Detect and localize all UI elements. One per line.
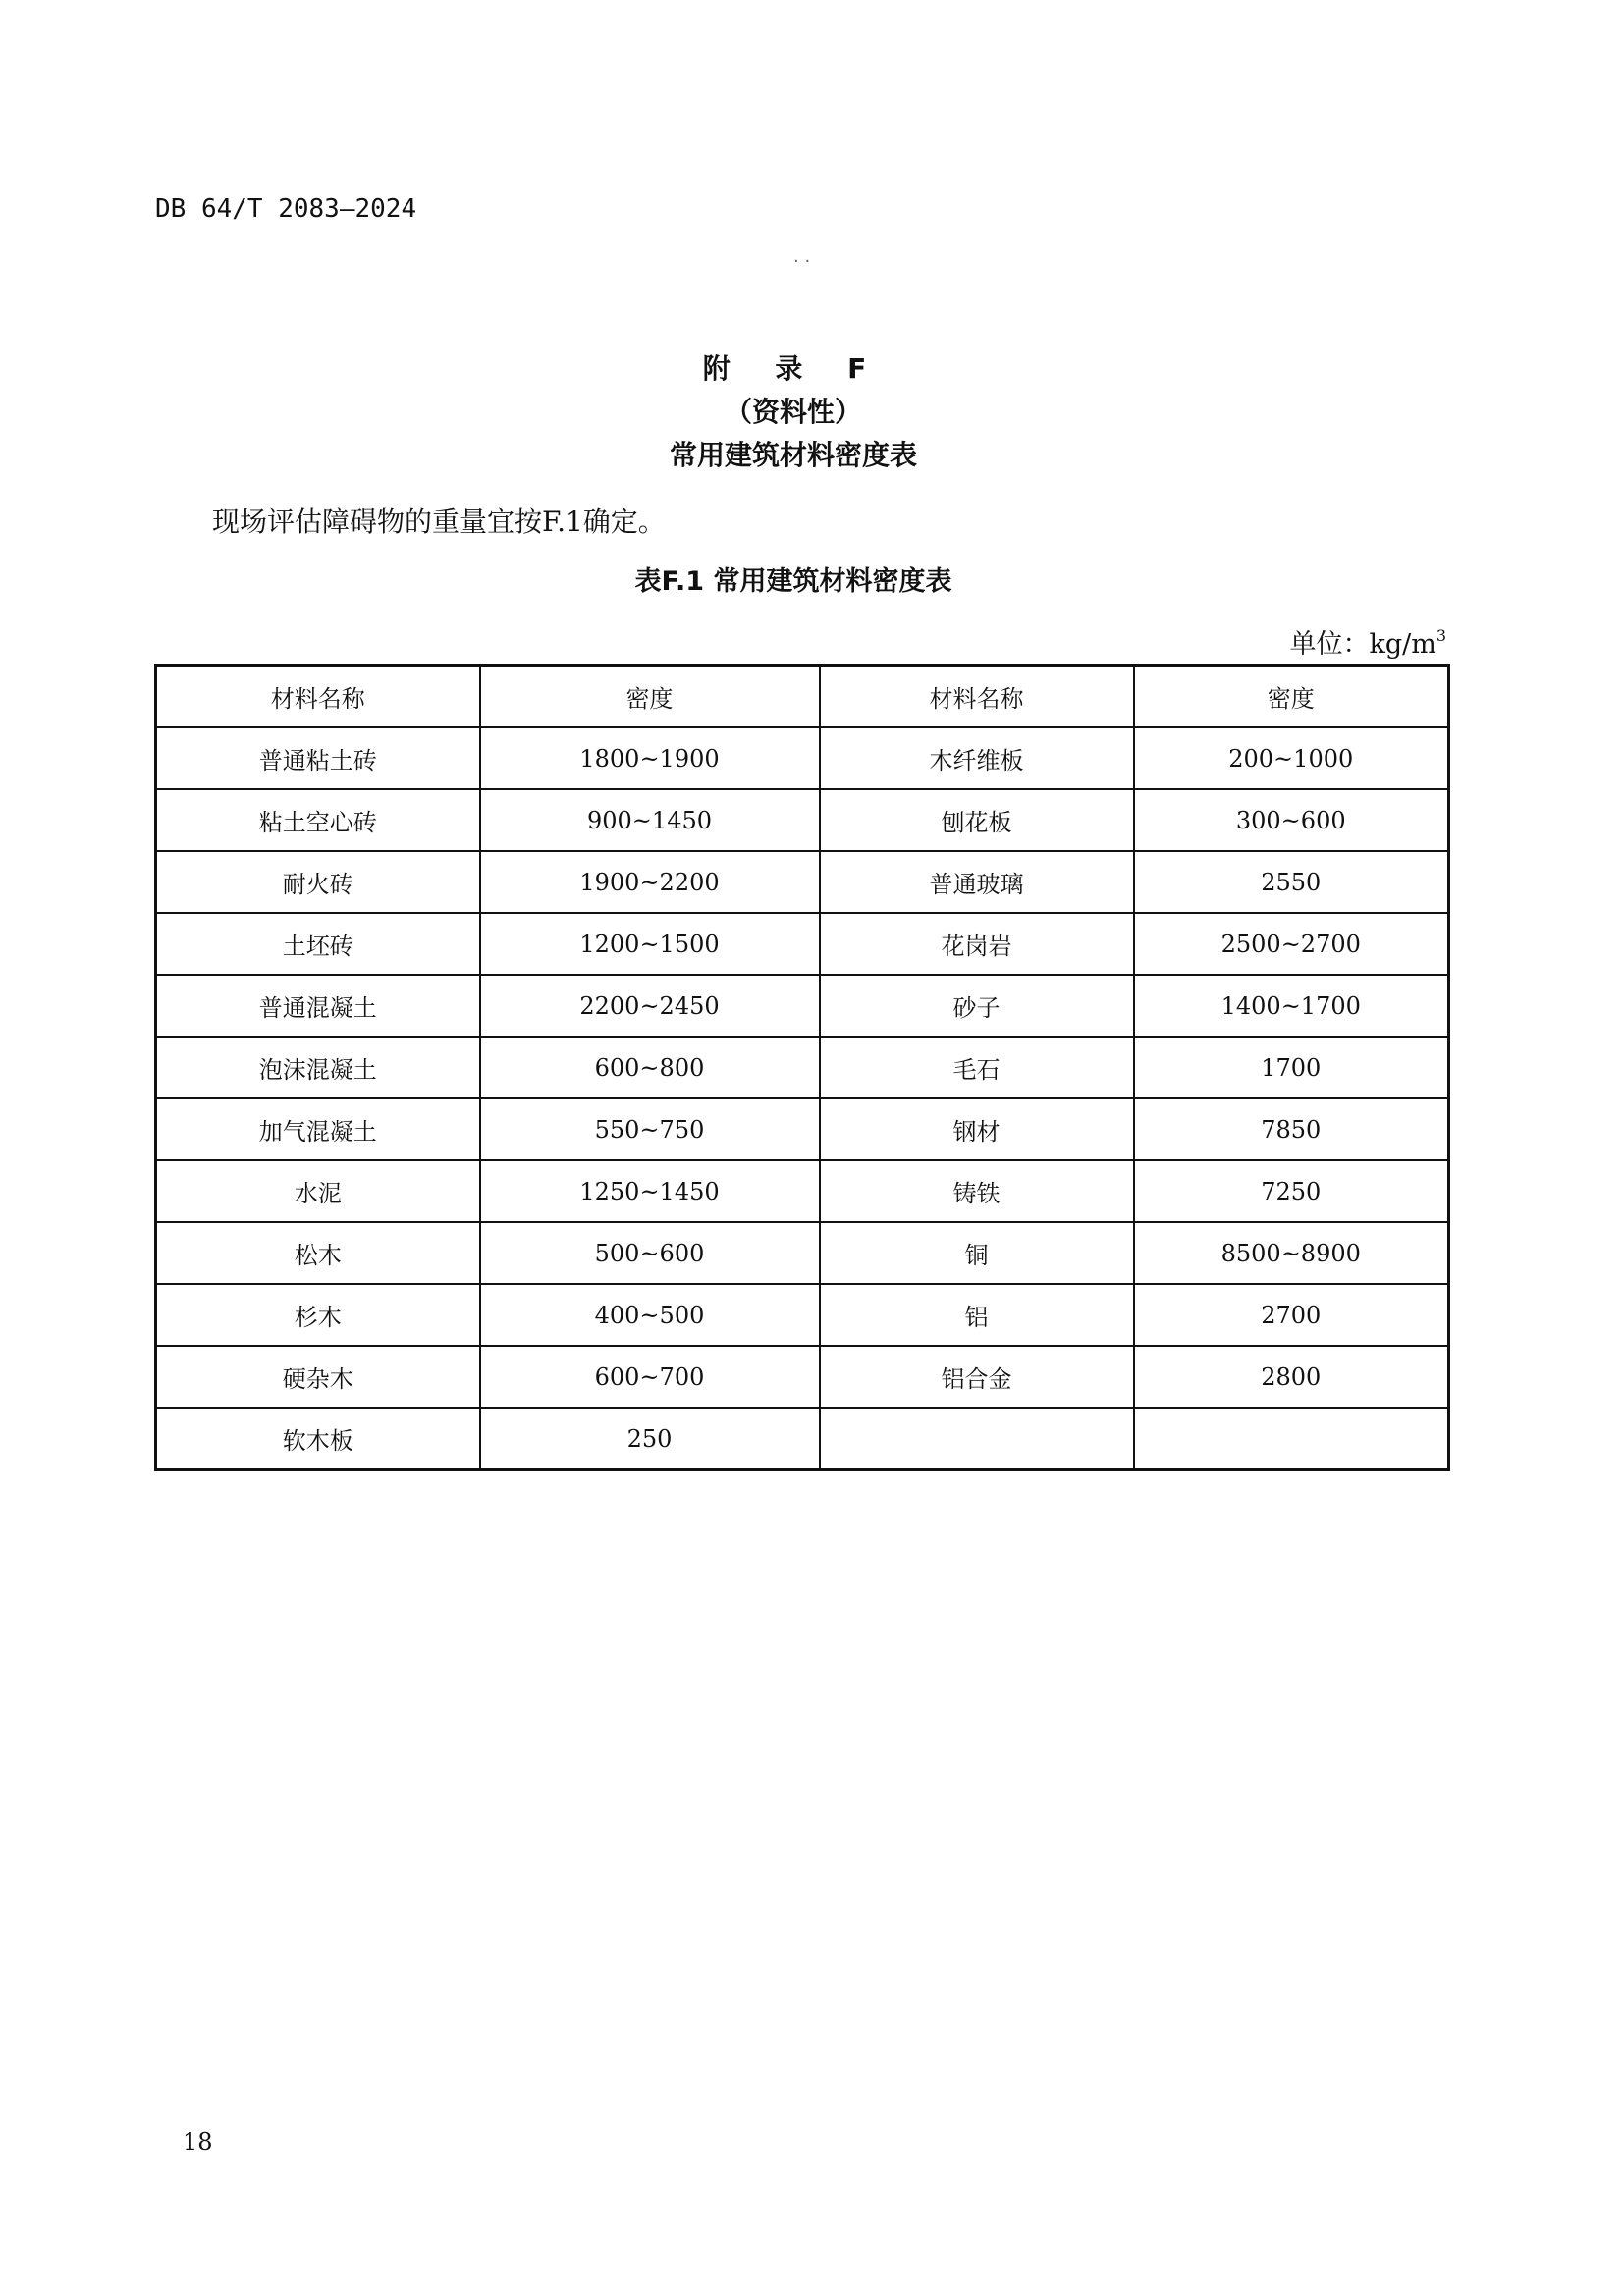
material-name-cell: 普通混凝土 — [156, 975, 480, 1037]
unit-exponent: 3 — [1435, 626, 1446, 645]
density-table — [154, 664, 1450, 1471]
material-name-cell: 砂子 — [820, 975, 1134, 1037]
density-cell: 300~600 — [1134, 789, 1449, 851]
material-name-cell: 加气混凝土 — [156, 1098, 480, 1160]
material-name-cell: 泡沫混凝土 — [156, 1037, 480, 1098]
density-cell: 7850 — [1134, 1098, 1449, 1160]
density-cell: 600~700 — [480, 1346, 820, 1408]
density-cell — [1134, 1408, 1449, 1470]
unit-label — [1289, 622, 1446, 661]
body-paragraph: 现场评估障碍物的重量宜按F.1确定。 — [212, 506, 666, 538]
unit-text: 单位：kg/m — [1289, 629, 1436, 660]
page-number: 18 — [183, 2128, 213, 2156]
density-cell: 1800~1900 — [480, 727, 820, 789]
density-cell: 1400~1700 — [1134, 975, 1449, 1037]
appendix-title: 附 录 F — [702, 352, 885, 385]
density-cell: 2550 — [1134, 851, 1449, 913]
material-name-cell: 土坯砖 — [156, 913, 480, 975]
density-cell: 500~600 — [480, 1222, 820, 1284]
table-row — [156, 975, 1449, 1037]
table-row — [156, 851, 1449, 913]
density-cell: 8500~8900 — [1134, 1222, 1449, 1284]
table-row — [156, 1160, 1449, 1222]
material-name-cell: 刨花板 — [820, 789, 1134, 851]
decorative-dots: · · — [793, 251, 811, 272]
density-cell: 2500~2700 — [1134, 913, 1449, 975]
material-name-cell: 铜 — [820, 1222, 1134, 1284]
material-name-cell — [820, 1408, 1134, 1470]
table-row — [156, 1098, 1449, 1160]
table-row — [156, 1284, 1449, 1346]
table-row — [156, 727, 1449, 789]
density-cell: 1900~2200 — [480, 851, 820, 913]
material-name-cell: 杉木 — [156, 1284, 480, 1346]
appendix-subject: 常用建筑材料密度表 — [669, 439, 917, 471]
material-name-cell: 松木 — [156, 1222, 480, 1284]
material-name-cell: 铸铁 — [820, 1160, 1134, 1222]
material-name-cell: 耐火砖 — [156, 851, 480, 913]
density-cell: 250 — [480, 1408, 820, 1470]
density-cell: 600~800 — [480, 1037, 820, 1098]
material-name-cell: 铝合金 — [820, 1346, 1134, 1408]
table-row — [156, 1037, 1449, 1098]
table-caption: 表F.1 常用建筑材料密度表 — [634, 566, 952, 597]
density-cell: 2800 — [1134, 1346, 1449, 1408]
table-row — [156, 1222, 1449, 1284]
header-density: 密度 — [1134, 666, 1449, 728]
density-cell: 7250 — [1134, 1160, 1449, 1222]
header-material-name: 材料名称 — [820, 666, 1134, 728]
density-cell: 2700 — [1134, 1284, 1449, 1346]
table-row — [156, 913, 1449, 975]
material-name-cell: 粘土空心砖 — [156, 789, 480, 851]
density-cell: 1200~1500 — [480, 913, 820, 975]
material-name-cell: 软木板 — [156, 1408, 480, 1470]
material-name-cell: 毛石 — [820, 1037, 1134, 1098]
material-name-cell: 铝 — [820, 1284, 1134, 1346]
material-name-cell: 木纤维板 — [820, 727, 1134, 789]
material-name-cell: 普通粘土砖 — [156, 727, 480, 789]
density-cell: 900~1450 — [480, 789, 820, 851]
density-cell: 400~500 — [480, 1284, 820, 1346]
density-cell: 550~750 — [480, 1098, 820, 1160]
material-name-cell: 水泥 — [156, 1160, 480, 1222]
header-material-name: 材料名称 — [156, 666, 480, 728]
header-density: 密度 — [480, 666, 820, 728]
table-row — [156, 789, 1449, 851]
material-name-cell: 普通玻璃 — [820, 851, 1134, 913]
appendix-nature: （资料性） — [724, 396, 862, 428]
material-name-cell: 花岗岩 — [820, 913, 1134, 975]
standard-code: DB 64/T 2083—2024 — [155, 194, 417, 224]
density-cell: 2200~2450 — [480, 975, 820, 1037]
density-cell: 200~1000 — [1134, 727, 1449, 789]
table-row — [156, 1408, 1449, 1470]
density-cell: 1250~1450 — [480, 1160, 820, 1222]
table-row — [156, 1346, 1449, 1408]
material-name-cell: 硬杂木 — [156, 1346, 480, 1408]
table-header-row — [156, 666, 1449, 728]
density-cell: 1700 — [1134, 1037, 1449, 1098]
material-name-cell: 钢材 — [820, 1098, 1134, 1160]
